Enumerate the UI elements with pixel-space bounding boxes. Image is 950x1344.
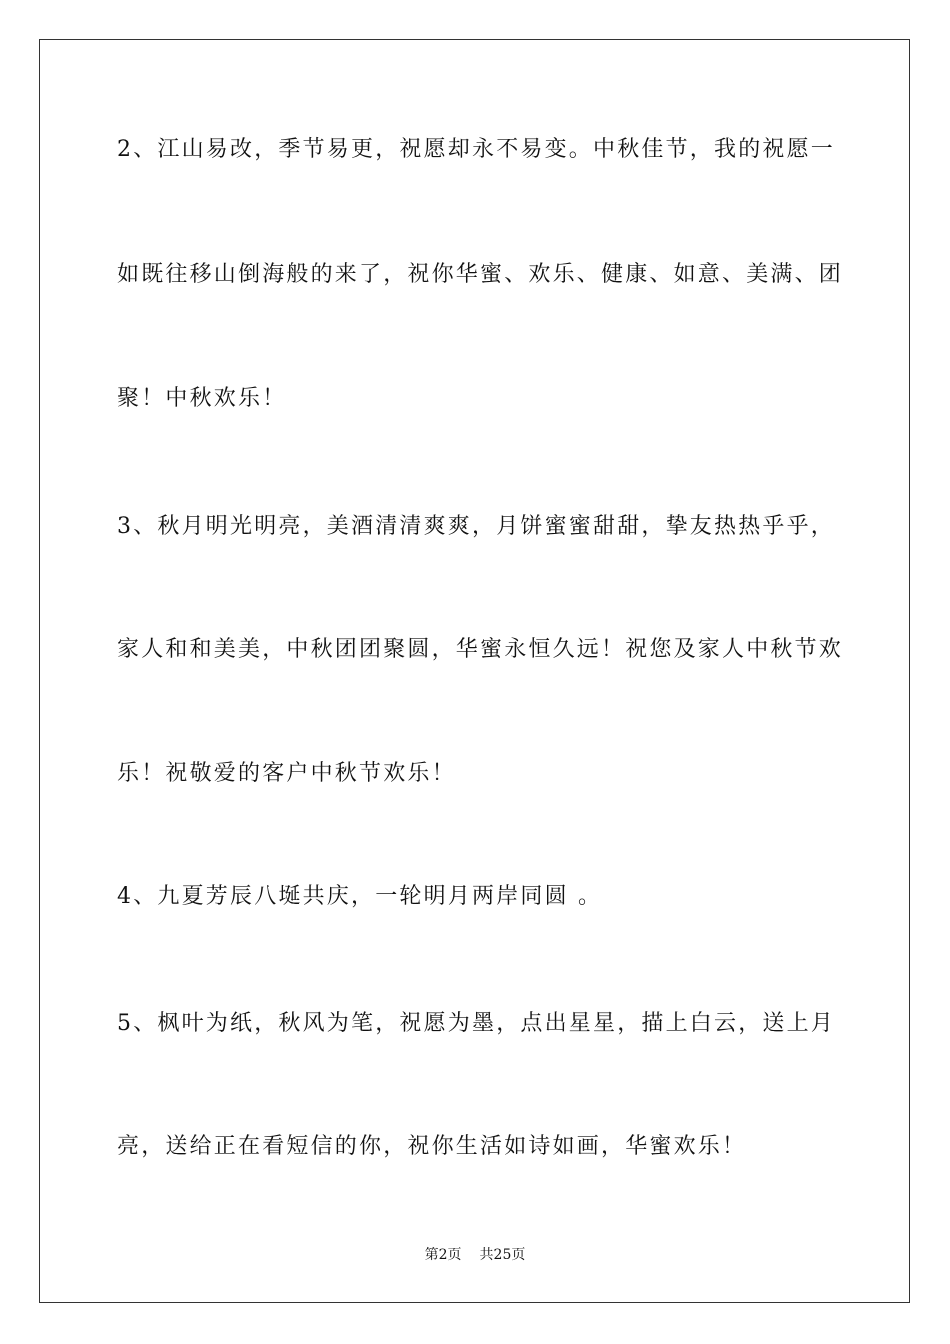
- text-line: 如既往移山倒海般的来了，祝你华蜜、欢乐、健康、如意、美满、团: [117, 262, 844, 287]
- text-line: 聚！中秋欢乐！: [117, 386, 287, 411]
- text-line: 5、枫叶为纸，秋风为笔，祝愿为墨，点出星星，描上白云，送上月: [117, 1011, 835, 1036]
- text-line: 乐！祝敬爱的客户中秋节欢乐！: [117, 761, 456, 786]
- page-footer: [0, 1248, 950, 1262]
- page-number: 第2页: [424, 1247, 462, 1263]
- text-line: 3、秋月明光明亮，美酒清清爽爽，月饼蜜蜜甜甜，挚友热热乎乎，: [117, 514, 835, 539]
- text-line: 4、九夏芳辰八埏共庆，一轮明月两岸同圆 。: [117, 884, 603, 909]
- text-line: 家人和和美美，中秋团团聚圆，华蜜永恒久远！祝您及家人中秋节欢: [117, 637, 844, 662]
- text-line: 2、江山易改，季节易更，祝愿却永不易变。中秋佳节，我的祝愿一: [117, 137, 835, 162]
- text-line: 亮，送给正在看短信的你，祝你生活如诗如画，华蜜欢乐！: [117, 1134, 747, 1159]
- page-border: [39, 39, 910, 1303]
- page-total: 共25页: [479, 1247, 526, 1263]
